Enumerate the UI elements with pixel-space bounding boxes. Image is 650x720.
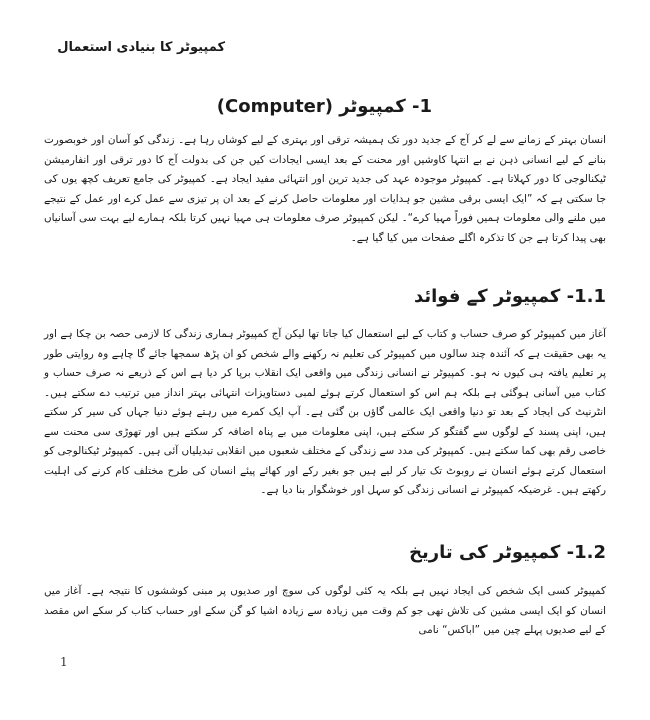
running-header: کمپیوٹر کا بنیادی استعمال <box>57 40 225 55</box>
section-title-benefits: 1.1- کمپیوٹر کے فوائد <box>413 286 606 307</box>
history-paragraph: کمپیوٹر کسی ایک شخص کی ایجاد نہیں ہے بلکہ یہ کئی لوگوں کی سوچ اور صدیوں پر مبنی کوششوں کا نتیجہ ہے۔ آغاز میں انسان کو ایک ایسی مشین کی تلاش تھی جو کم وقت میں زیادہ سے زیادہ اشیا کو گن سکے اور حساب کتاب کر سکے اس مقصد کے لیے صدیوں پہلے چین میں ”اباکس“ نامی <box>44 585 606 636</box>
benefits-paragraph: آغاز میں کمپیوٹر کو صرف حساب و کتاب کے لیے استعمال کیا جاتا تھا لیکن آج کمپیوٹر ہماری زندگی کا لازمی حصہ بن چکا ہے اور یہ بھی حقیقت ہے کہ آئندہ چند سالوں میں کمپیوٹر کی تعلیم نہ رکھنے والے شخص کو ان پڑھ سمجھا جائے گا چاہے وہ روایتی طور پر تعلیم یافتہ ہی کیوں نہ ہو۔ کمپیوٹر نے انسانی زندگی میں واقعی ایک انقلاب برپا کر دیا ہے اس کے ذریعے نہ صرف حساب و کتاب میں آسانی ہوگئی ہے بلکہ ہم اس کو استعمال کرتے ہوئے لمبی دستاویزات انتہائی بہتر انداز میں ترتیب دے سکتے ہیں۔ انٹرنیٹ کی ایجاد کے بعد تو دنیا واقعی ایک عالمی گاؤں بن گئی ہے۔ آپ ایک کمرے میں رہتے ہوئے دنیا جہاں کی سیر کر سکتے ہیں، اپنی پسند کے لوگوں سے گفتگو کر سکتے ہیں، اپنی معلومات میں بے پناہ اضافہ کر سکتے ہیں اور تھوڑی سی محنت سے خاصی رقم بھی کما سکتے ہیں۔ کمپیوٹر کی مدد سے زندگی کے مختلف شعبوں میں انقلابی تبدیلیاں آئی ہیں۔ کمپیوٹر ٹیکنالوجی کو استعمال کرتے ہوئے انسان نے روبوٹ تک تیار کر لیے ہیں جو بغیر رکے اور کھائے پیئے انسان کی طرح مختلف کام کرنے کی اہلیت رکھتے ہیں۔ غرضیکہ کمپیوٹر نے انسانی زندگی کو سہل اور خوشگوار بنا دیا ہے۔ <box>44 328 606 496</box>
page-number: 1 <box>60 655 68 669</box>
intro-paragraph: انسان بہتر کے زمانے سے لے کر آج کے جدید دور تک ہمیشہ ترقی اور بہتری کے لیے کوشاں رہا ہے۔ زندگی کو آسان اور خوبصورت بنانے کے لیے انسانی ذہن نے بے انتہا کاوشیں اور محنت کے بعد ایسی ایجادات کیں جن کی بدولت آج کا دور ترقی اور انفارمیشن ٹیکنالوجی کا دور کہلاتا ہے۔ کمپیوٹر موجودہ عہد کی جدید ترین اور انتہائی مفید ایجاد ہے۔ کمپیوٹر کی جامع تعریف کچھ یوں کی جا سکتی ہے کہ ”ایک ایسی برقی مشین جو ہدایات اور معلومات حاصل کرنے کے بعد ان پر تیزی سے عمل کرے اور عمل کے نتیجے میں ملنے والی معلومات ہمیں فوراً مہیا کرے“۔ لیکن کمپیوٹر صرف معلومات ہی مہیا نہیں کرتا بلکہ ہمارے لیے بہت سی آسانیاں بھی پیدا کرتا ہے جن کا تذکرہ اگلے صفحات میں کیا گیا ہے۔ <box>44 134 606 244</box>
section-title-history: 1.2- کمپیوٹر کی تاریخ <box>409 542 606 563</box>
header-divider <box>40 66 610 67</box>
chapter-title: 1- کمپیوٹر (Computer) <box>216 96 432 117</box>
